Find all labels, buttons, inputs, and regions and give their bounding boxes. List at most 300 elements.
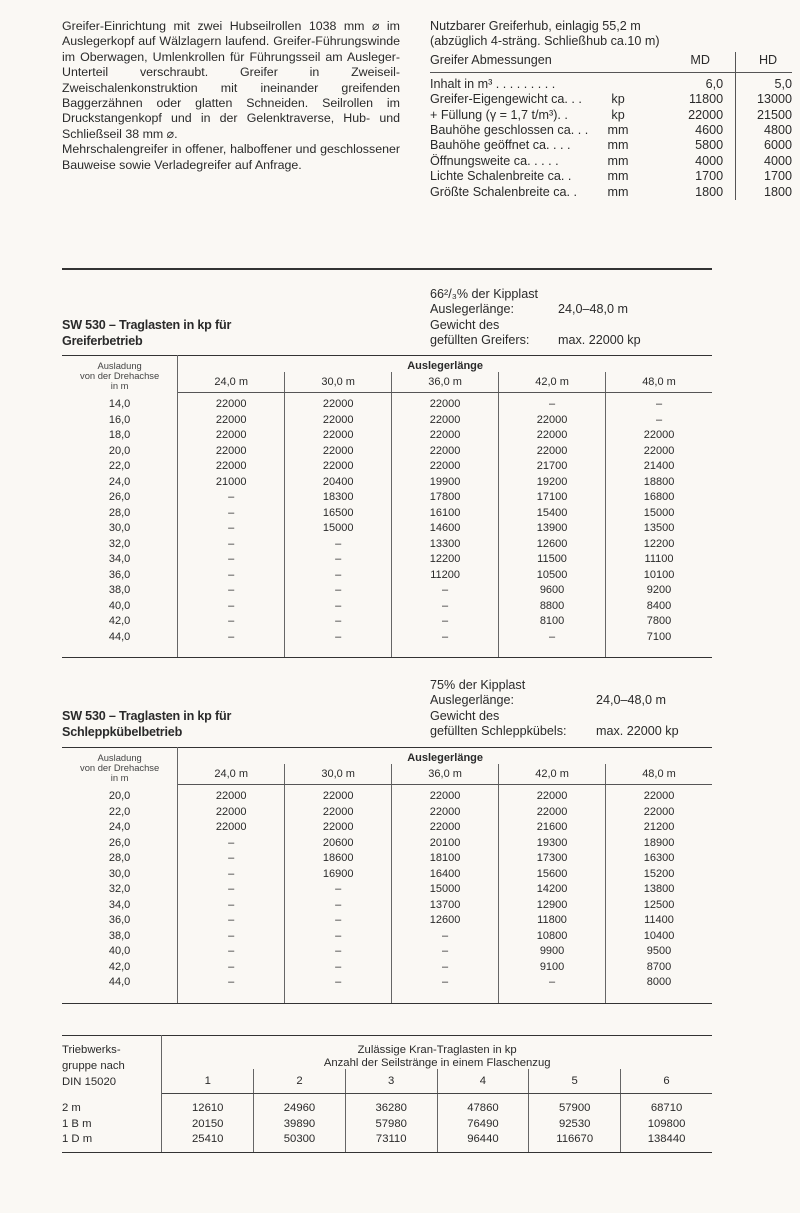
load-value-cell: 12600	[499, 537, 606, 553]
table-row	[62, 630, 712, 646]
crane-load-cell: 57900	[529, 1094, 621, 1117]
spec-label: Öffnungsweite ca. . . . .	[430, 153, 559, 168]
load-value-cell: –	[285, 568, 392, 584]
crane-load-cell: 20150	[162, 1117, 254, 1133]
load-value-cell: –	[178, 960, 285, 976]
spec-row	[430, 92, 792, 107]
table-row	[62, 428, 712, 444]
grab-weight-label-2: gefüllten Greifers:	[430, 333, 530, 348]
load-value-cell: –	[392, 944, 499, 960]
load-value-cell: 8100	[499, 614, 606, 630]
grab-table-title-line-1: SW 530 – Traglasten in kp für	[62, 318, 232, 332]
padding-cell	[62, 991, 178, 1004]
rope-count-column-header: 5	[529, 1069, 621, 1094]
spec-unit: kp	[611, 92, 625, 107]
load-value-cell: –	[392, 960, 499, 976]
load-value-cell: 22000	[643, 429, 675, 441]
load-value-cell: –	[392, 929, 499, 945]
load-value-cell: –	[285, 599, 392, 615]
load-table-header-row	[62, 356, 712, 373]
grab-table-title	[62, 317, 231, 349]
load-value-cell: 22000	[178, 805, 285, 821]
spec-hd-value: 4000	[763, 153, 792, 168]
grab-weight-label-1: Gewicht des	[430, 317, 500, 332]
drag-weight-label-1: Gewicht des	[430, 708, 500, 723]
load-value-cell: 13500	[643, 522, 675, 534]
load-value-cell: 22000	[178, 393, 285, 413]
load-value-cell: –	[499, 630, 606, 646]
crane-load-cell: 24960	[254, 1094, 346, 1117]
radius-cell: 36,0	[62, 913, 178, 929]
load-value-cell: 22000	[285, 444, 392, 460]
table-row	[62, 805, 712, 821]
grab-stroke-line: Nutzbarer Greiferhub, einlagig 55,2 m	[430, 19, 641, 33]
boom-length-group-header: Auslegerlänge	[178, 748, 712, 765]
load-table-header-row	[62, 748, 712, 765]
radius-header-line: Ausladung	[97, 751, 142, 763]
crane-table-title-line-1: Zulässige Kran-Traglasten in kp	[357, 1044, 517, 1056]
load-value-cell: 16500	[285, 506, 392, 522]
radius-cell: 24,0	[62, 820, 178, 836]
radius-cell: 22,0	[62, 805, 178, 821]
radius-cell: 38,0	[62, 929, 178, 945]
grab-dimensions-title: Greifer Abmessungen	[430, 52, 552, 67]
padding-cell	[178, 991, 285, 1004]
spec-md-value: 4600	[637, 123, 735, 138]
load-value-cell: –	[392, 614, 499, 630]
table-row	[62, 521, 712, 537]
load-value-cell: 7100	[646, 630, 672, 643]
radius-cell: 16,0	[62, 413, 178, 429]
spec-hd-value: 1700	[763, 169, 792, 184]
load-value-cell: 11400	[644, 914, 674, 926]
radius-cell: 32,0	[62, 882, 178, 898]
table-row	[62, 614, 712, 630]
load-value-cell: –	[499, 393, 606, 413]
crane-load-cell: 73110	[345, 1132, 437, 1152]
section-divider	[62, 268, 712, 270]
radius-header-line: von der Drehachse	[80, 761, 160, 773]
load-value-cell: –	[392, 975, 499, 991]
spec-row	[430, 72, 792, 92]
load-value-cell: –	[178, 851, 285, 867]
load-value-cell: 20400	[285, 475, 392, 491]
rope-count-column-header: 2	[254, 1069, 346, 1094]
radius-cell: 24,0	[62, 475, 178, 491]
radius-cell: 34,0	[62, 552, 178, 568]
drive-group-cell: 1 B m	[62, 1117, 162, 1133]
spec-unit: mm	[607, 184, 629, 199]
load-value-cell: –	[285, 537, 392, 553]
load-value-cell: 15000	[285, 521, 392, 537]
table-row	[62, 929, 712, 945]
grab-table-info	[430, 287, 641, 349]
spec-hd-value: 6000	[763, 138, 792, 153]
boom-length-column-header: 30,0 m	[285, 372, 392, 393]
grab-weight-value: max. 22000 kp	[558, 333, 641, 348]
load-value-cell: 22000	[178, 459, 285, 475]
radius-cell: 34,0	[62, 898, 178, 914]
load-value-cell: 19200	[499, 475, 606, 491]
grab-tipping-percent: 66²/₃% der Kipplast	[430, 287, 539, 301]
radius-cell: 18,0	[62, 428, 178, 444]
load-value-cell: 22000	[392, 393, 499, 413]
radius-header-line: Ausladung	[97, 359, 142, 371]
load-value-cell: 8700	[646, 960, 672, 973]
boom-length-column-header: 30,0 m	[285, 764, 392, 785]
grab-dimensions-table	[430, 52, 792, 200]
grab-description	[62, 19, 400, 173]
load-value-cell: 20600	[285, 836, 392, 852]
grab-description-paragraph-2: Mehrschalengreifer in offener, halboffener und geschlossener Bauweise sowie Verladegreifer auf Anfrage.	[62, 142, 400, 172]
spec-md-value: 5800	[637, 138, 735, 153]
boom-length-column-header: 48,0 m	[606, 764, 712, 785]
load-value-cell: 22000	[499, 428, 606, 444]
load-value-cell: 17100	[499, 490, 606, 506]
load-value-cell: 22000	[392, 785, 499, 805]
load-value-cell: 13300	[392, 537, 499, 553]
load-value-cell: 15000	[392, 882, 499, 898]
load-value-cell: 22000	[285, 413, 392, 429]
load-value-cell: –	[285, 882, 392, 898]
boom-length-group-header: Auslegerlänge	[178, 356, 712, 373]
grab-specifications	[430, 19, 792, 200]
drag-table-title	[62, 708, 231, 740]
load-value-cell: –	[655, 398, 663, 410]
load-value-cell: 16800	[643, 491, 675, 503]
padding-cell	[392, 991, 499, 1004]
load-value-cell: 10400	[643, 929, 675, 942]
load-value-cell: 10500	[499, 568, 606, 584]
padding-cell	[178, 645, 285, 658]
drive-group-cell: 2 m	[62, 1094, 162, 1117]
load-value-cell: –	[178, 583, 285, 599]
table-row	[62, 960, 712, 976]
load-value-cell: 12500	[643, 898, 675, 911]
load-value-cell: –	[178, 521, 285, 537]
crane-load-cell: 12610	[162, 1094, 254, 1117]
table-row	[62, 944, 712, 960]
grab-description-paragraph-1: Greifer-Einrichtung mit zwei Hubseilrollen 1038 mm ⌀ im Auslegerkopf auf Wälzlagern laufend. Greifer-Führungswinde im Oberwagen, Umlenkrollen für Führungsseil am Ausleger-Unterteil verschraubt. Greifer in Zweiseil-Zweischalenkonstruktion mit ineinander greifenden Baggerzähnen oder glatten Schneiden. Seilrollen im Druckstangenkopf und in der Gelenktraverse, Hub- und Schließseil 38 mm ⌀.	[62, 19, 400, 141]
load-value-cell: 22000	[392, 459, 499, 475]
load-value-cell: 22000	[178, 413, 285, 429]
drag-boom-label: Auslegerlänge:	[430, 693, 515, 708]
radius-cell: 22,0	[62, 459, 178, 475]
load-value-cell: –	[178, 599, 285, 615]
load-value-cell: 9900	[499, 944, 606, 960]
table-row	[62, 413, 712, 429]
spec-hd-value: 5,0	[736, 72, 792, 92]
table-padding-row	[62, 645, 712, 658]
spec-row	[430, 169, 792, 184]
crane-load-cell: 25410	[162, 1132, 254, 1152]
load-value-cell: 22000	[643, 444, 675, 457]
spec-md-value: 11800	[637, 92, 735, 107]
load-value-cell: 22000	[392, 413, 499, 429]
load-value-cell: 14200	[499, 882, 606, 898]
load-value-cell: 21400	[643, 460, 675, 472]
spec-row	[430, 123, 792, 138]
grab-dimensions-header	[430, 52, 792, 73]
rope-count-column-header: 6	[621, 1069, 712, 1094]
load-value-cell: 16900	[285, 867, 392, 883]
load-value-cell: –	[392, 630, 499, 646]
load-value-cell: –	[285, 583, 392, 599]
table-row	[62, 599, 712, 615]
table-row	[62, 444, 712, 460]
radius-cell: 40,0	[62, 599, 178, 615]
radius-cell: 20,0	[62, 785, 178, 805]
load-value-cell: 12200	[392, 552, 499, 568]
radius-cell: 42,0	[62, 960, 178, 976]
rope-count-column-header: 3	[345, 1069, 437, 1094]
boom-length-column-header: 24,0 m	[178, 764, 285, 785]
crane-table-header-row	[62, 1036, 712, 1070]
load-value-cell: –	[178, 568, 285, 584]
crane-table-body	[62, 1094, 712, 1153]
spec-unit: mm	[607, 169, 629, 184]
load-value-cell: 16300	[643, 852, 675, 864]
load-value-cell: –	[499, 975, 606, 991]
drag-weight-label-2: gefüllten Schleppkübels:	[430, 724, 567, 739]
load-value-cell: 22000	[285, 459, 392, 475]
load-value-cell: 18300	[285, 490, 392, 506]
load-value-cell: 22000	[178, 785, 285, 805]
drive-group-header	[62, 1036, 162, 1094]
spec-label: Inhalt in m³ . . . . . . . . .	[430, 72, 599, 92]
grab-boom-value: 24,0–48,0 m	[558, 302, 629, 317]
table-row	[62, 820, 712, 836]
load-value-cell: 12200	[643, 537, 675, 550]
grab-stroke-note: (abzüglich 4-sträng. Schließhub ca.10 m)	[430, 34, 660, 49]
load-value-cell: –	[285, 552, 392, 568]
load-value-cell: –	[285, 960, 392, 976]
load-value-cell: 8000	[646, 976, 672, 988]
load-value-cell: –	[178, 614, 285, 630]
spec-label: Größte Schalenbreite ca. .	[430, 184, 577, 199]
table-row	[62, 1117, 712, 1133]
table-row	[62, 568, 712, 584]
load-value-cell: –	[178, 913, 285, 929]
load-value-cell: 17800	[392, 490, 499, 506]
load-value-cell: 22000	[285, 428, 392, 444]
radius-cell: 40,0	[62, 944, 178, 960]
load-value-cell: 22000	[499, 444, 606, 460]
boom-length-column-header: 42,0 m	[499, 372, 606, 393]
crane-load-cell: 68710	[650, 1102, 683, 1114]
drag-table-info	[430, 678, 679, 740]
spec-unit: kp	[611, 107, 625, 122]
radius-column-header	[62, 356, 178, 393]
load-value-cell: –	[178, 975, 285, 991]
radius-cell: 42,0	[62, 614, 178, 630]
table-row	[62, 975, 712, 991]
md-column-header: MD	[637, 52, 735, 73]
crane-load-cell: 47860	[437, 1094, 529, 1117]
spec-label: Bauhöhe geschlossen ca. . .	[430, 123, 589, 138]
load-value-cell: 11200	[392, 568, 499, 584]
load-value-cell: 22000	[643, 805, 675, 818]
load-value-cell: 15400	[499, 506, 606, 522]
spec-label: Lichte Schalenbreite ca. .	[430, 169, 572, 184]
load-value-cell: 22000	[285, 805, 392, 821]
table-row	[62, 1132, 712, 1152]
load-value-cell: 19300	[499, 836, 606, 852]
load-value-cell: 15200	[643, 867, 675, 880]
radius-column-header	[62, 748, 178, 785]
radius-cell: 30,0	[62, 867, 178, 883]
table-row	[62, 506, 712, 522]
radius-cell: 44,0	[62, 975, 178, 991]
hd-column-header: HD	[758, 52, 778, 67]
table-row	[62, 785, 712, 805]
load-value-cell: 15600	[499, 867, 606, 883]
spec-row	[430, 108, 792, 123]
drive-group-header-line: Triebwerks-	[62, 1044, 121, 1056]
crane-table-title-line-2: Anzahl der Seilstränge in einem Flaschenzug	[323, 1056, 551, 1069]
spec-row	[430, 138, 792, 153]
table-row	[62, 867, 712, 883]
spec-label: Greifer-Eigengewicht ca. . .	[430, 92, 582, 107]
radius-cell: 28,0	[62, 506, 178, 522]
load-value-cell: 18900	[643, 836, 675, 849]
load-value-cell: 12900	[499, 898, 606, 914]
crane-load-table	[62, 1035, 712, 1153]
spec-unit: mm	[607, 138, 629, 153]
spec-md-value: 1800	[637, 185, 735, 200]
grab-load-table	[62, 355, 712, 658]
table-row	[62, 552, 712, 568]
table-row	[62, 583, 712, 599]
load-value-cell: 20100	[392, 836, 499, 852]
load-value-cell: –	[178, 490, 285, 506]
load-value-cell: 9100	[499, 960, 606, 976]
load-value-cell: 22000	[178, 444, 285, 460]
load-value-cell: 22000	[285, 393, 392, 413]
radius-cell: 44,0	[62, 630, 178, 646]
table-row	[62, 898, 712, 914]
radius-header-line: von der Drehachse	[80, 369, 160, 381]
table-row	[62, 851, 712, 867]
load-value-cell: 22000	[392, 444, 499, 460]
table-padding-row	[62, 991, 712, 1004]
load-table-header	[62, 748, 712, 785]
load-value-cell: –	[285, 975, 392, 991]
load-value-cell: –	[178, 929, 285, 945]
load-value-cell: 9600	[499, 583, 606, 599]
table-row	[62, 882, 712, 898]
load-value-cell: 22000	[643, 790, 675, 802]
boom-length-column-header: 36,0 m	[392, 372, 499, 393]
drive-group-header-line: DIN 15020	[62, 1076, 117, 1088]
spec-row	[430, 185, 792, 200]
drive-group-header-line: gruppe nach	[62, 1060, 125, 1072]
radius-cell: 38,0	[62, 583, 178, 599]
crane-load-cell: 76490	[437, 1117, 529, 1133]
load-value-cell: 22000	[392, 428, 499, 444]
grab-table-title-line-2: Greiferbetrieb	[62, 334, 143, 348]
crane-load-cell: 96440	[437, 1132, 529, 1152]
load-value-cell: 21600	[499, 820, 606, 836]
padding-cell	[606, 645, 712, 658]
load-value-cell: 9500	[646, 945, 672, 957]
table-row	[62, 490, 712, 506]
rope-count-column-header: 4	[437, 1069, 529, 1094]
drag-weight-value: max. 22000 kp	[596, 724, 679, 739]
load-table-header	[62, 356, 712, 393]
load-value-cell: –	[178, 506, 285, 522]
crane-load-cell: 138440	[621, 1132, 712, 1152]
load-value-cell: 7800	[646, 615, 672, 627]
radius-cell: 30,0	[62, 521, 178, 537]
drag-load-table	[62, 747, 712, 1004]
load-value-cell: 17300	[499, 851, 606, 867]
load-value-cell: 21200	[643, 821, 675, 833]
drag-table-title-line-2: Schleppkübelbetrieb	[62, 725, 183, 739]
spec-md-value: 4000	[637, 154, 735, 169]
load-value-cell: 16100	[392, 506, 499, 522]
load-value-cell: 22000	[285, 820, 392, 836]
load-value-cell: 22000	[392, 820, 499, 836]
drive-group-cell: 1 D m	[62, 1132, 162, 1152]
load-value-cell: 10800	[499, 929, 606, 945]
load-value-cell: 12600	[392, 913, 499, 929]
padding-cell	[392, 645, 499, 658]
load-value-cell: 22000	[285, 785, 392, 805]
crane-load-cell: 57980	[345, 1117, 437, 1133]
padding-cell	[285, 991, 392, 1004]
crane-load-cell: 92530	[529, 1117, 621, 1133]
crane-table-header	[62, 1036, 712, 1094]
spec-unit: mm	[607, 153, 629, 168]
radius-cell: 20,0	[62, 444, 178, 460]
load-value-cell: –	[285, 614, 392, 630]
radius-cell: 26,0	[62, 836, 178, 852]
load-value-cell: 18600	[285, 851, 392, 867]
load-value-cell: 8400	[646, 599, 672, 612]
load-value-cell: 21000	[178, 475, 285, 491]
load-value-cell: 16400	[392, 867, 499, 883]
load-value-cell: –	[285, 944, 392, 960]
load-value-cell: –	[178, 537, 285, 553]
load-value-cell: 9200	[646, 584, 672, 596]
load-value-cell: –	[392, 583, 499, 599]
load-value-cell: –	[178, 882, 285, 898]
crane-load-cell: 116670	[529, 1132, 621, 1152]
load-value-cell: 21700	[499, 459, 606, 475]
radius-cell: 28,0	[62, 851, 178, 867]
drag-tipping-percent: 75% der Kipplast	[430, 678, 526, 692]
table-row	[62, 913, 712, 929]
grab-boom-label: Auslegerlänge:	[430, 302, 515, 317]
radius-cell: 26,0	[62, 490, 178, 506]
table-row	[62, 537, 712, 553]
load-value-cell: 13900	[499, 521, 606, 537]
table-row	[62, 459, 712, 475]
boom-length-column-header: 24,0 m	[178, 372, 285, 393]
load-value-cell: 22000	[499, 413, 606, 429]
radius-cell: 14,0	[62, 393, 178, 413]
load-value-cell: –	[178, 552, 285, 568]
load-value-cell: 19900	[392, 475, 499, 491]
table-row	[62, 393, 712, 413]
boom-length-column-header: 42,0 m	[499, 764, 606, 785]
spec-hd-value: 4800	[763, 123, 792, 138]
boom-length-column-header: 48,0 m	[606, 372, 712, 393]
spec-label: + Füllung (γ = 1,7 t/m³). .	[430, 107, 568, 122]
load-value-cell: –	[178, 944, 285, 960]
load-value-cell: 13700	[392, 898, 499, 914]
